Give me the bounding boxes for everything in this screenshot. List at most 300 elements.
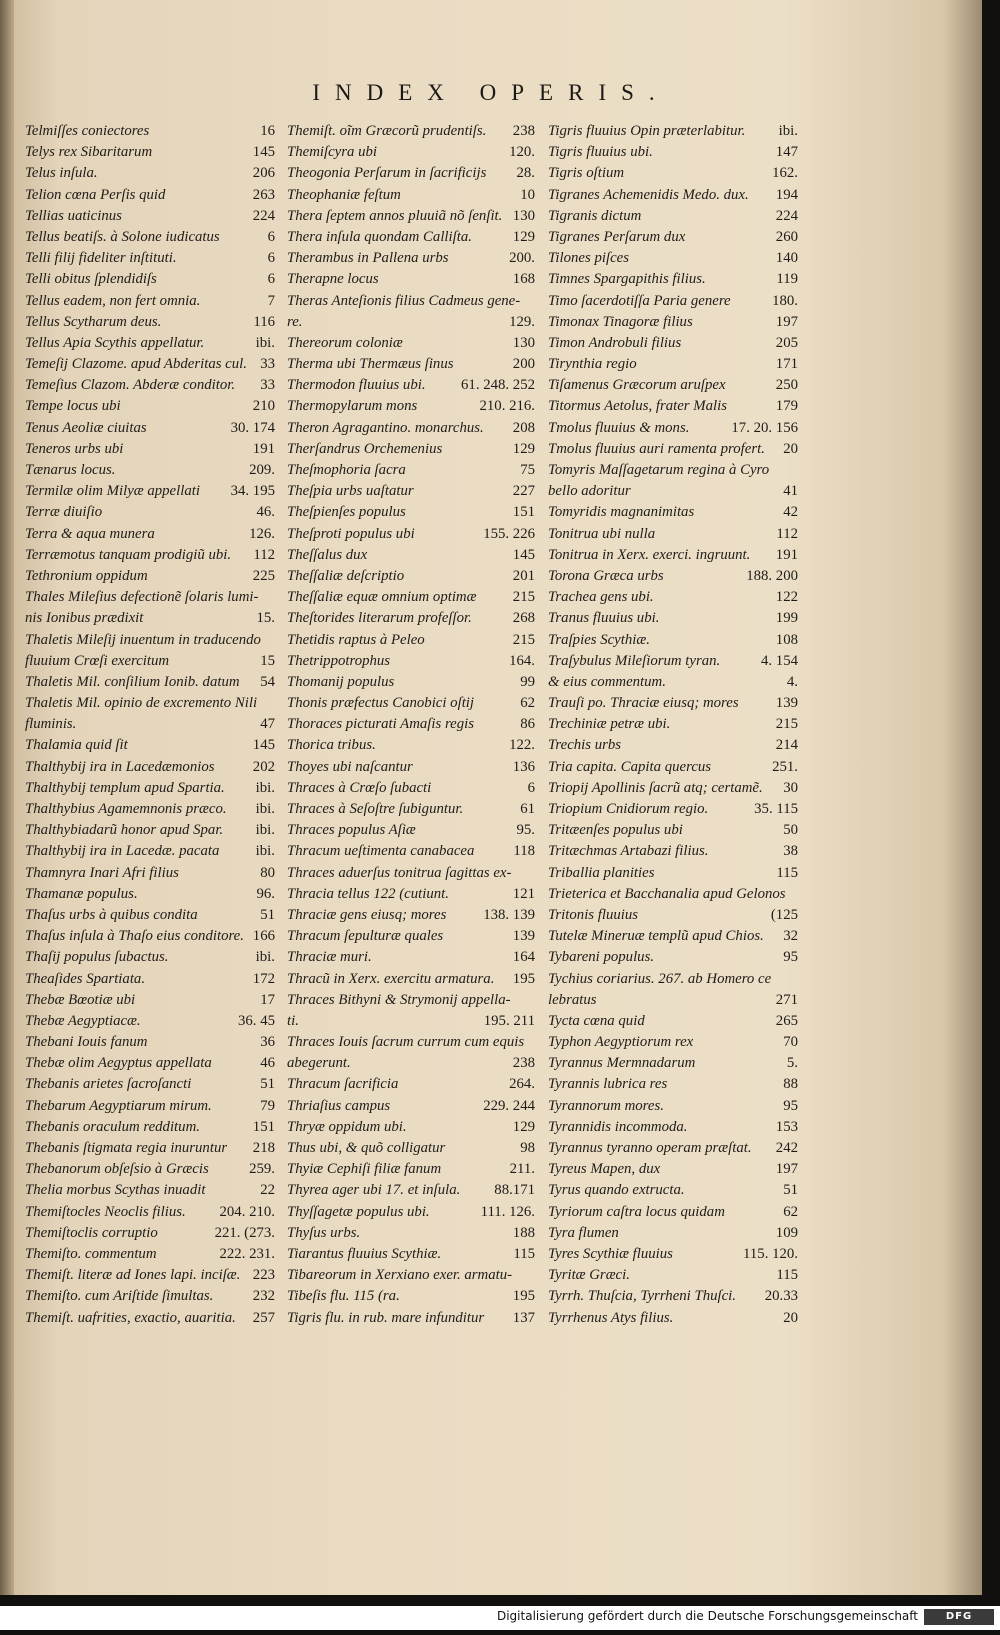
index-entry-term: Thoraces picturati Amaſis regis	[287, 716, 475, 733]
index-entry	[25, 312, 275, 333]
index-entry-page-ref: 179	[775, 398, 798, 415]
index-entry-page-ref: 119	[776, 271, 798, 288]
index-entry-term: Torona Græca urbs	[548, 567, 664, 584]
index-entry-term: Thalthybij ira in Lacedæ. pacata	[25, 843, 220, 860]
index-entry	[25, 481, 275, 502]
index-entry	[548, 206, 798, 227]
index-entry-term: Tyrannus Mermnadarum	[548, 1055, 696, 1072]
index-entry	[287, 947, 535, 968]
index-entry-page-ref: 238	[512, 1055, 535, 1072]
index-entry	[548, 757, 798, 778]
index-entry-term: Tria capita. Capita quercus	[548, 758, 712, 775]
index-entry-term: Themiſt. oĩm Græcorũ prudentiſs.	[287, 123, 487, 139]
index-entry-page-ref: 153	[775, 1118, 798, 1135]
index-entry-term: Thalthybiadarũ honor apud Spar.	[25, 822, 224, 839]
index-entry-page-ref: 109	[775, 1224, 798, 1241]
index-entry-page-ref: 197	[775, 313, 798, 330]
index-entry	[25, 1117, 275, 1138]
index-entry-page-ref: 139	[775, 695, 798, 712]
index-entry-page-ref: 16	[260, 123, 275, 139]
index-entry-term: Theſſalus dux	[287, 546, 368, 563]
index-entry-term: Theſpia urbs uaſtatur	[287, 483, 414, 500]
index-entry	[25, 418, 275, 439]
index-entry-page-ref: ibi.	[778, 123, 798, 139]
index-entry	[548, 354, 798, 375]
index-entry-page-ref: 200.	[509, 250, 535, 267]
index-entry-term: Telmiſſes coniectores	[25, 123, 150, 139]
index-entry-term: Tmolus fluuius auri ramenta profert.	[548, 440, 765, 457]
index-entry	[25, 502, 275, 523]
index-entry-term: Theſproti populus ubi	[287, 525, 415, 542]
index-entry-term: Tychius coriarius. 267. ab Homero ce	[548, 970, 772, 987]
index-entry	[25, 1138, 275, 1159]
index-entry-page-ref: 214	[775, 737, 798, 754]
index-entry	[25, 1096, 275, 1117]
index-entry	[287, 926, 535, 947]
index-entry-page-ref: 118	[513, 843, 535, 860]
index-entry	[287, 502, 535, 523]
index-entry-page-ref: 202	[252, 758, 275, 775]
index-entry-page-ref: 6	[267, 228, 275, 245]
index-entry	[287, 121, 535, 142]
index-entry-page-ref: 168	[512, 271, 535, 288]
index-entry-term: Thoyes ubi naſcantur	[287, 758, 413, 775]
index-entry-term: bello adoritur	[548, 483, 631, 500]
index-entry-page-ref: 20.33	[764, 1288, 798, 1305]
index-entry-term: re.	[287, 313, 303, 330]
index-entry	[548, 990, 798, 1011]
index-entry	[287, 354, 535, 375]
index-entry-page-ref: 129	[512, 1118, 535, 1135]
index-entry-term: Tritæenſes populus ubi	[548, 822, 683, 839]
index-entry-page-ref: 224	[775, 207, 798, 224]
index-entry-page-ref: 20	[783, 440, 798, 457]
index-entry-page-ref: 138. 139	[483, 906, 535, 923]
index-entry-page-ref: 96.	[256, 885, 275, 902]
index-entry	[25, 545, 275, 566]
index-entry-term: Timo ſacerdotiſſa Paria genere	[548, 292, 731, 309]
index-entry-page-ref: 188. 200	[746, 567, 798, 584]
index-entry	[25, 1159, 275, 1180]
index-entry-page-ref: 260	[775, 228, 798, 245]
index-entry	[548, 884, 798, 905]
index-entry-page-ref: 130	[512, 207, 535, 224]
index-entry	[25, 396, 275, 417]
index-entry	[287, 608, 535, 629]
index-entry-term: Themiſtocles Neoclis filius.	[25, 1203, 186, 1220]
index-entry	[287, 566, 535, 587]
index-entry	[548, 1244, 798, 1265]
index-entry	[548, 1117, 798, 1138]
index-entry-term: Tellus Scytharum deus.	[25, 313, 162, 330]
index-entry-term: Themiſtoclis corruptio	[25, 1224, 158, 1241]
index-entry	[548, 693, 798, 714]
index-entry-page-ref: 221. (273.	[214, 1224, 275, 1241]
index-entry-page-ref: ibi.	[255, 949, 275, 966]
index-entry-page-ref: 218	[252, 1140, 275, 1156]
index-entry	[25, 884, 275, 905]
index-entry-page-ref: 111. 126.	[480, 1203, 535, 1220]
index-entry-page-ref: 46.	[256, 504, 275, 521]
index-entry	[25, 630, 275, 651]
index-entry-page-ref: 99	[520, 673, 535, 690]
index-entry-page-ref: 200	[512, 356, 535, 373]
index-entry-page-ref: 208	[512, 419, 535, 436]
index-entry-page-ref: 15	[260, 652, 275, 669]
index-entry	[25, 206, 275, 227]
index-entry	[287, 1202, 535, 1223]
index-entry	[25, 1286, 275, 1307]
index-entry	[287, 1308, 535, 1329]
index-entry-term: Thaletis Mil. conſilium Ionib. datum	[25, 673, 240, 690]
index-entry-term: Tyriorum caſtra locus quidam	[548, 1203, 725, 1220]
index-entry	[548, 714, 798, 735]
index-entry-page-ref: 115	[776, 1267, 798, 1284]
index-entry-page-ref: 95.	[516, 822, 535, 839]
index-entry-page-ref: 34. 195	[230, 483, 275, 500]
index-entry-page-ref: 140	[775, 250, 798, 267]
index-entry-term: Theſſaliæ equæ omnium optimæ	[287, 589, 477, 606]
index-entry-page-ref: 42	[783, 504, 798, 521]
index-entry-page-ref: 10	[520, 186, 535, 203]
index-entry-page-ref: 263	[252, 186, 275, 203]
index-entry-term: Tænarus locus.	[25, 462, 116, 478]
index-entry	[548, 651, 798, 672]
index-entry-page-ref: 145	[252, 737, 275, 754]
index-entry-term: Thetrippotrophus	[287, 652, 391, 669]
index-entry-page-ref: 223	[252, 1267, 275, 1284]
index-entry	[25, 735, 275, 756]
index-entry	[287, 460, 535, 481]
index-entry-page-ref: 28.	[516, 165, 535, 182]
index-entry-term: Thracum ſepulturæ quales	[287, 928, 444, 945]
index-entry	[548, 905, 798, 926]
index-entry-term: Tyrannus tyranno operam præſtat.	[548, 1140, 752, 1156]
index-entry-term: & eius commentum.	[548, 673, 666, 690]
index-entry-term: Thus ubi, & quõ colligatur	[287, 1140, 446, 1156]
index-entry-term: Tirynthia regio	[548, 356, 637, 373]
index-entry-term: Thereorum coloniæ	[287, 334, 403, 351]
index-entry	[548, 1096, 798, 1117]
index-entry	[25, 672, 275, 693]
index-entry-term: Tritæchmas Artabazi filius.	[548, 843, 709, 860]
index-entry-term: Tilones piſces	[548, 250, 629, 267]
index-entry	[25, 969, 275, 990]
index-entry	[25, 841, 275, 862]
index-entry	[287, 163, 535, 184]
index-entry	[25, 1011, 275, 1032]
index-entry-page-ref: 257	[252, 1309, 275, 1326]
index-entry-term: Thermodon fluuius ubi.	[287, 377, 426, 394]
index-entry-term: Tomyris Maſſagetarum regina à Cyro	[548, 462, 770, 478]
index-entry-term: Tycta cœna quid	[548, 1012, 645, 1029]
index-entry-term: Thaſus inſula à Thaſo eius conditore.	[25, 928, 244, 945]
index-entry	[25, 587, 275, 608]
index-entry	[25, 608, 275, 629]
index-entry-term: Tonitrua ubi nulla	[548, 525, 656, 542]
index-entry-term: Thera inſula quondam Calliſta.	[287, 228, 472, 245]
index-entry-page-ref: 191	[252, 440, 275, 457]
index-entry	[25, 460, 275, 481]
index-entry	[548, 587, 798, 608]
index-entry	[548, 1011, 798, 1032]
index-entry-term: Thyiæ Cephiſi filiæ fanum	[287, 1161, 442, 1178]
index-entry-page-ref: 250	[775, 377, 798, 394]
index-entry-term: Trechiniæ petræ ubi.	[548, 716, 671, 733]
index-entry-term: Theſpienſes populus	[287, 504, 406, 521]
index-entry	[25, 375, 275, 396]
digitization-footer	[0, 1606, 1000, 1630]
index-entry	[287, 630, 535, 651]
footer-credit: Digitalisierung gefördert durch die Deutsche Forschungsgemeinschaft	[496, 1609, 918, 1623]
index-entry-page-ref: 112	[776, 525, 798, 542]
index-entry-term: Tigris oſtium	[548, 165, 625, 182]
index-entry	[287, 396, 535, 417]
index-entry	[25, 799, 275, 820]
index-entry	[548, 163, 798, 184]
index-entry-term: Thyſſagetæ populus ubi.	[287, 1203, 430, 1220]
index-entry	[287, 333, 535, 354]
index-entry-term: Thalthybij templum apud Spartia.	[25, 779, 225, 796]
index-entry	[25, 227, 275, 248]
index-entry-page-ref: 6	[267, 250, 275, 267]
index-entry-term: ti.	[287, 1012, 299, 1029]
index-entry	[25, 651, 275, 672]
index-entry-page-ref: ibi.	[255, 822, 275, 839]
index-entry-term: Thomanij populus	[287, 673, 395, 690]
index-entry-term: Tellias uaticinus	[25, 207, 122, 224]
index-entry-page-ref: 115. 120.	[743, 1245, 798, 1262]
index-entry-term: Telus inſula.	[25, 165, 98, 182]
index-entry-term: Thales Mileſius defectionẽ ſolaris lumi-	[25, 589, 259, 606]
index-entry	[287, 1159, 535, 1180]
index-entry-term: Timon Androbuli filius	[548, 334, 682, 351]
index-entry	[25, 1308, 275, 1329]
index-entry	[548, 1286, 798, 1307]
index-entry-term: Trieterica et Bacchanalia apud Gelonos	[548, 885, 786, 902]
index-entry-term: abegerunt.	[287, 1055, 351, 1072]
index-entry-term: Tyreus Mapen, dux	[548, 1161, 661, 1178]
index-entry-page-ref: 271	[775, 991, 798, 1008]
index-entry	[287, 248, 535, 269]
index-entry-term: Triopium Cnidiorum regio.	[548, 801, 709, 817]
index-entry	[25, 439, 275, 460]
index-entry	[287, 312, 535, 333]
index-entry-term: Tigris flu. in rub. mare infunditur	[287, 1309, 485, 1326]
index-entry-term: Typhon Aegyptiorum rex	[548, 1034, 694, 1051]
index-entry-page-ref: 151	[512, 504, 535, 521]
index-entry	[25, 1265, 275, 1286]
index-entry-page-ref: 204. 210.	[219, 1203, 275, 1220]
index-entry	[548, 672, 798, 693]
index-entry	[25, 1053, 275, 1074]
index-entry-page-ref: 194	[775, 186, 798, 203]
index-entry	[287, 375, 535, 396]
index-entry	[287, 142, 535, 163]
index-entry	[548, 1032, 798, 1053]
index-entry-term: Thebarum Aegyptiarum mirum.	[25, 1097, 212, 1114]
index-entry-term: Terra & aqua munera	[25, 525, 155, 542]
index-entry	[287, 545, 535, 566]
index-entry-page-ref: 4. 154	[761, 652, 798, 669]
index-entry-page-ref: ibi.	[255, 801, 275, 817]
index-entry	[287, 185, 535, 206]
index-entry	[25, 524, 275, 545]
index-entry-page-ref: 115	[513, 1245, 535, 1262]
index-entry-page-ref: 30. 174	[230, 419, 275, 436]
index-entry	[287, 863, 535, 884]
index-entry	[287, 841, 535, 862]
index-entry	[548, 820, 798, 841]
index-entry-page-ref: 129	[512, 440, 535, 457]
index-entry-page-ref: 51	[260, 1076, 275, 1093]
index-entry-term: Terræ diuiſio	[25, 504, 103, 521]
index-entry-term: Trachea gens ubi.	[548, 589, 654, 606]
index-entry-term: Theophaniæ feſtum	[287, 186, 401, 203]
index-entry-term: Tonitrua in Xerx. exerci. ingruunt.	[548, 546, 751, 563]
index-entry-term: Themiſt. uafrities, exactio, auaritia.	[25, 1309, 236, 1326]
index-entry	[548, 735, 798, 756]
index-entry-term: Theron Agragantino. monarchus.	[287, 419, 484, 436]
index-entry-page-ref: 121	[512, 885, 535, 902]
index-entry-page-ref: 79	[260, 1097, 275, 1114]
index-entry-page-ref: 126.	[249, 525, 275, 542]
index-entry	[548, 142, 798, 163]
index-entry-page-ref: 36. 45	[238, 1012, 275, 1029]
index-entry	[287, 418, 535, 439]
index-entry-page-ref: 137	[512, 1309, 535, 1326]
index-entry-page-ref: 225	[252, 567, 275, 584]
index-entry-page-ref: 172	[252, 970, 275, 987]
index-entry-page-ref: 195	[512, 1288, 535, 1305]
index-entry	[287, 1074, 535, 1095]
index-entry-term: Theras Anteſionis filius Cadmeus gene-	[287, 292, 521, 309]
index-entry-term: Thamnyra Inari Afri filius	[25, 864, 179, 881]
index-entry-page-ref: 35. 115	[754, 801, 798, 817]
index-entry-term: Tigranes Perſarum dux	[548, 228, 686, 245]
index-column-2	[287, 121, 535, 1329]
index-entry-term: Thebani Iouis fanum	[25, 1034, 148, 1051]
index-entry	[548, 121, 798, 142]
index-entry-term: Thalthybius Agamemnonis præco.	[25, 801, 227, 817]
index-entry-page-ref: (125	[770, 906, 798, 923]
index-entry	[287, 1138, 535, 1159]
index-entry	[25, 1180, 275, 1201]
index-entry-term: Tyrus quando extructa.	[548, 1182, 685, 1199]
index-entry-page-ref: 155. 226	[483, 525, 535, 542]
index-entry	[548, 1308, 798, 1329]
index-entry-term: Thalthybij ira in Lacedæmonios	[25, 758, 215, 775]
index-entry-page-ref: 205	[775, 334, 798, 351]
index-entry	[25, 905, 275, 926]
index-entry	[548, 1053, 798, 1074]
index-entry	[25, 1074, 275, 1095]
index-entry	[548, 481, 798, 502]
index-entry-term: Themiſt. literæ ad Iones lapi. inciſæ.	[25, 1267, 241, 1284]
index-entry-term: nis Ionibus prædixit	[25, 610, 144, 627]
index-entry	[548, 799, 798, 820]
index-entry	[287, 227, 535, 248]
index-entry-term: Tritonis fluuius	[548, 906, 639, 923]
index-entry-term: Thraciæ muri.	[287, 949, 372, 966]
index-entry-page-ref: 229. 244	[483, 1097, 535, 1114]
index-entry-page-ref: 145	[512, 546, 535, 563]
index-entry	[25, 163, 275, 184]
index-entry-term: Tyrannis lubrica res	[548, 1076, 668, 1093]
index-entry-page-ref: 108	[775, 631, 798, 648]
index-entry	[548, 418, 798, 439]
index-entry-term: Thebanorum obſeſsio à Græcis	[25, 1161, 209, 1178]
index-entry-page-ref: 180.	[772, 292, 798, 309]
index-entry	[287, 1096, 535, 1117]
index-entry-page-ref: 171	[775, 356, 798, 373]
index-entry-term: Thyrea ager ubi 17. et inſula.	[287, 1182, 461, 1199]
index-entry-page-ref: 197	[775, 1161, 798, 1178]
index-entry-term: Theſſaliæ deſcriptio	[287, 567, 405, 584]
index-entry	[287, 757, 535, 778]
index-entry-term: Triopij Apollinis ſacrũ atq; certamẽ.	[548, 779, 763, 796]
index-entry	[25, 248, 275, 269]
index-entry-term: Thamanæ populus.	[25, 885, 138, 902]
index-entry-page-ref: 199	[775, 610, 798, 627]
index-entry	[548, 460, 798, 481]
index-entry-term: Thaletis Mileſij inuentum in traducendo	[25, 631, 261, 648]
index-entry-term: Tellus Apia Scythis appellatur.	[25, 334, 205, 351]
index-entry-page-ref: 242	[775, 1140, 798, 1156]
index-entry	[25, 714, 275, 735]
index-entry	[548, 926, 798, 947]
index-entry	[25, 1244, 275, 1265]
index-entry-term: Tmolus fluuius & mons.	[548, 419, 690, 436]
index-entry-term: Thraces aduerſus tonitrua ſagittas ex-	[287, 864, 512, 881]
index-entry-page-ref: 227	[512, 483, 535, 500]
index-entry-term: fluuium Crœſi exercitum	[25, 652, 170, 669]
index-entry-term: Thebanis oraculum redditum.	[25, 1118, 200, 1135]
index-entry	[287, 1265, 535, 1286]
index-column-1	[25, 121, 275, 1329]
index-entry-term: Thebanis arietes ſacroſancti	[25, 1076, 192, 1093]
index-entry-term: Theogonia Perſarum in ſacrificijs	[287, 165, 487, 182]
index-entry-page-ref: 147	[775, 144, 798, 161]
index-entry	[287, 524, 535, 545]
index-entry-page-ref: 6	[267, 271, 275, 288]
index-entry	[548, 863, 798, 884]
index-entry-page-ref: ibi.	[255, 334, 275, 351]
index-entry	[287, 587, 535, 608]
index-entry-page-ref: 5.	[786, 1055, 798, 1072]
index-entry	[25, 693, 275, 714]
index-entry-term: Themiſto. cum Ariſtide ſimultas.	[25, 1288, 214, 1305]
index-entry-page-ref: 195. 211	[483, 1012, 535, 1029]
index-entry-term: Timnes Spargapithis filius.	[548, 271, 706, 288]
index-entry-term: Therſandrus Orchemenius	[287, 440, 443, 457]
index-entry	[25, 291, 275, 312]
index-entry-term: Thraces Iouis ſacrum currum cum equis	[287, 1034, 525, 1051]
index-entry	[287, 269, 535, 290]
index-entry-term: Thraces Bithyni & Strymonij appella-	[287, 991, 511, 1008]
index-entry-page-ref: 51	[783, 1182, 798, 1199]
index-entry	[287, 1223, 535, 1244]
index-entry-term: Tyres Scythiæ fluuius	[548, 1245, 673, 1262]
index-entry	[548, 227, 798, 248]
index-entry-page-ref: 22	[260, 1182, 275, 1199]
index-entry-page-ref: 41	[783, 483, 798, 500]
index-entry-term: Terræmotus tanquam prodigiũ ubi.	[25, 546, 232, 563]
index-entry	[25, 566, 275, 587]
index-entry	[287, 1011, 535, 1032]
index-entry-term: Tibareorum in Xerxiano exer. armatu-	[287, 1267, 513, 1284]
index-entry	[25, 947, 275, 968]
